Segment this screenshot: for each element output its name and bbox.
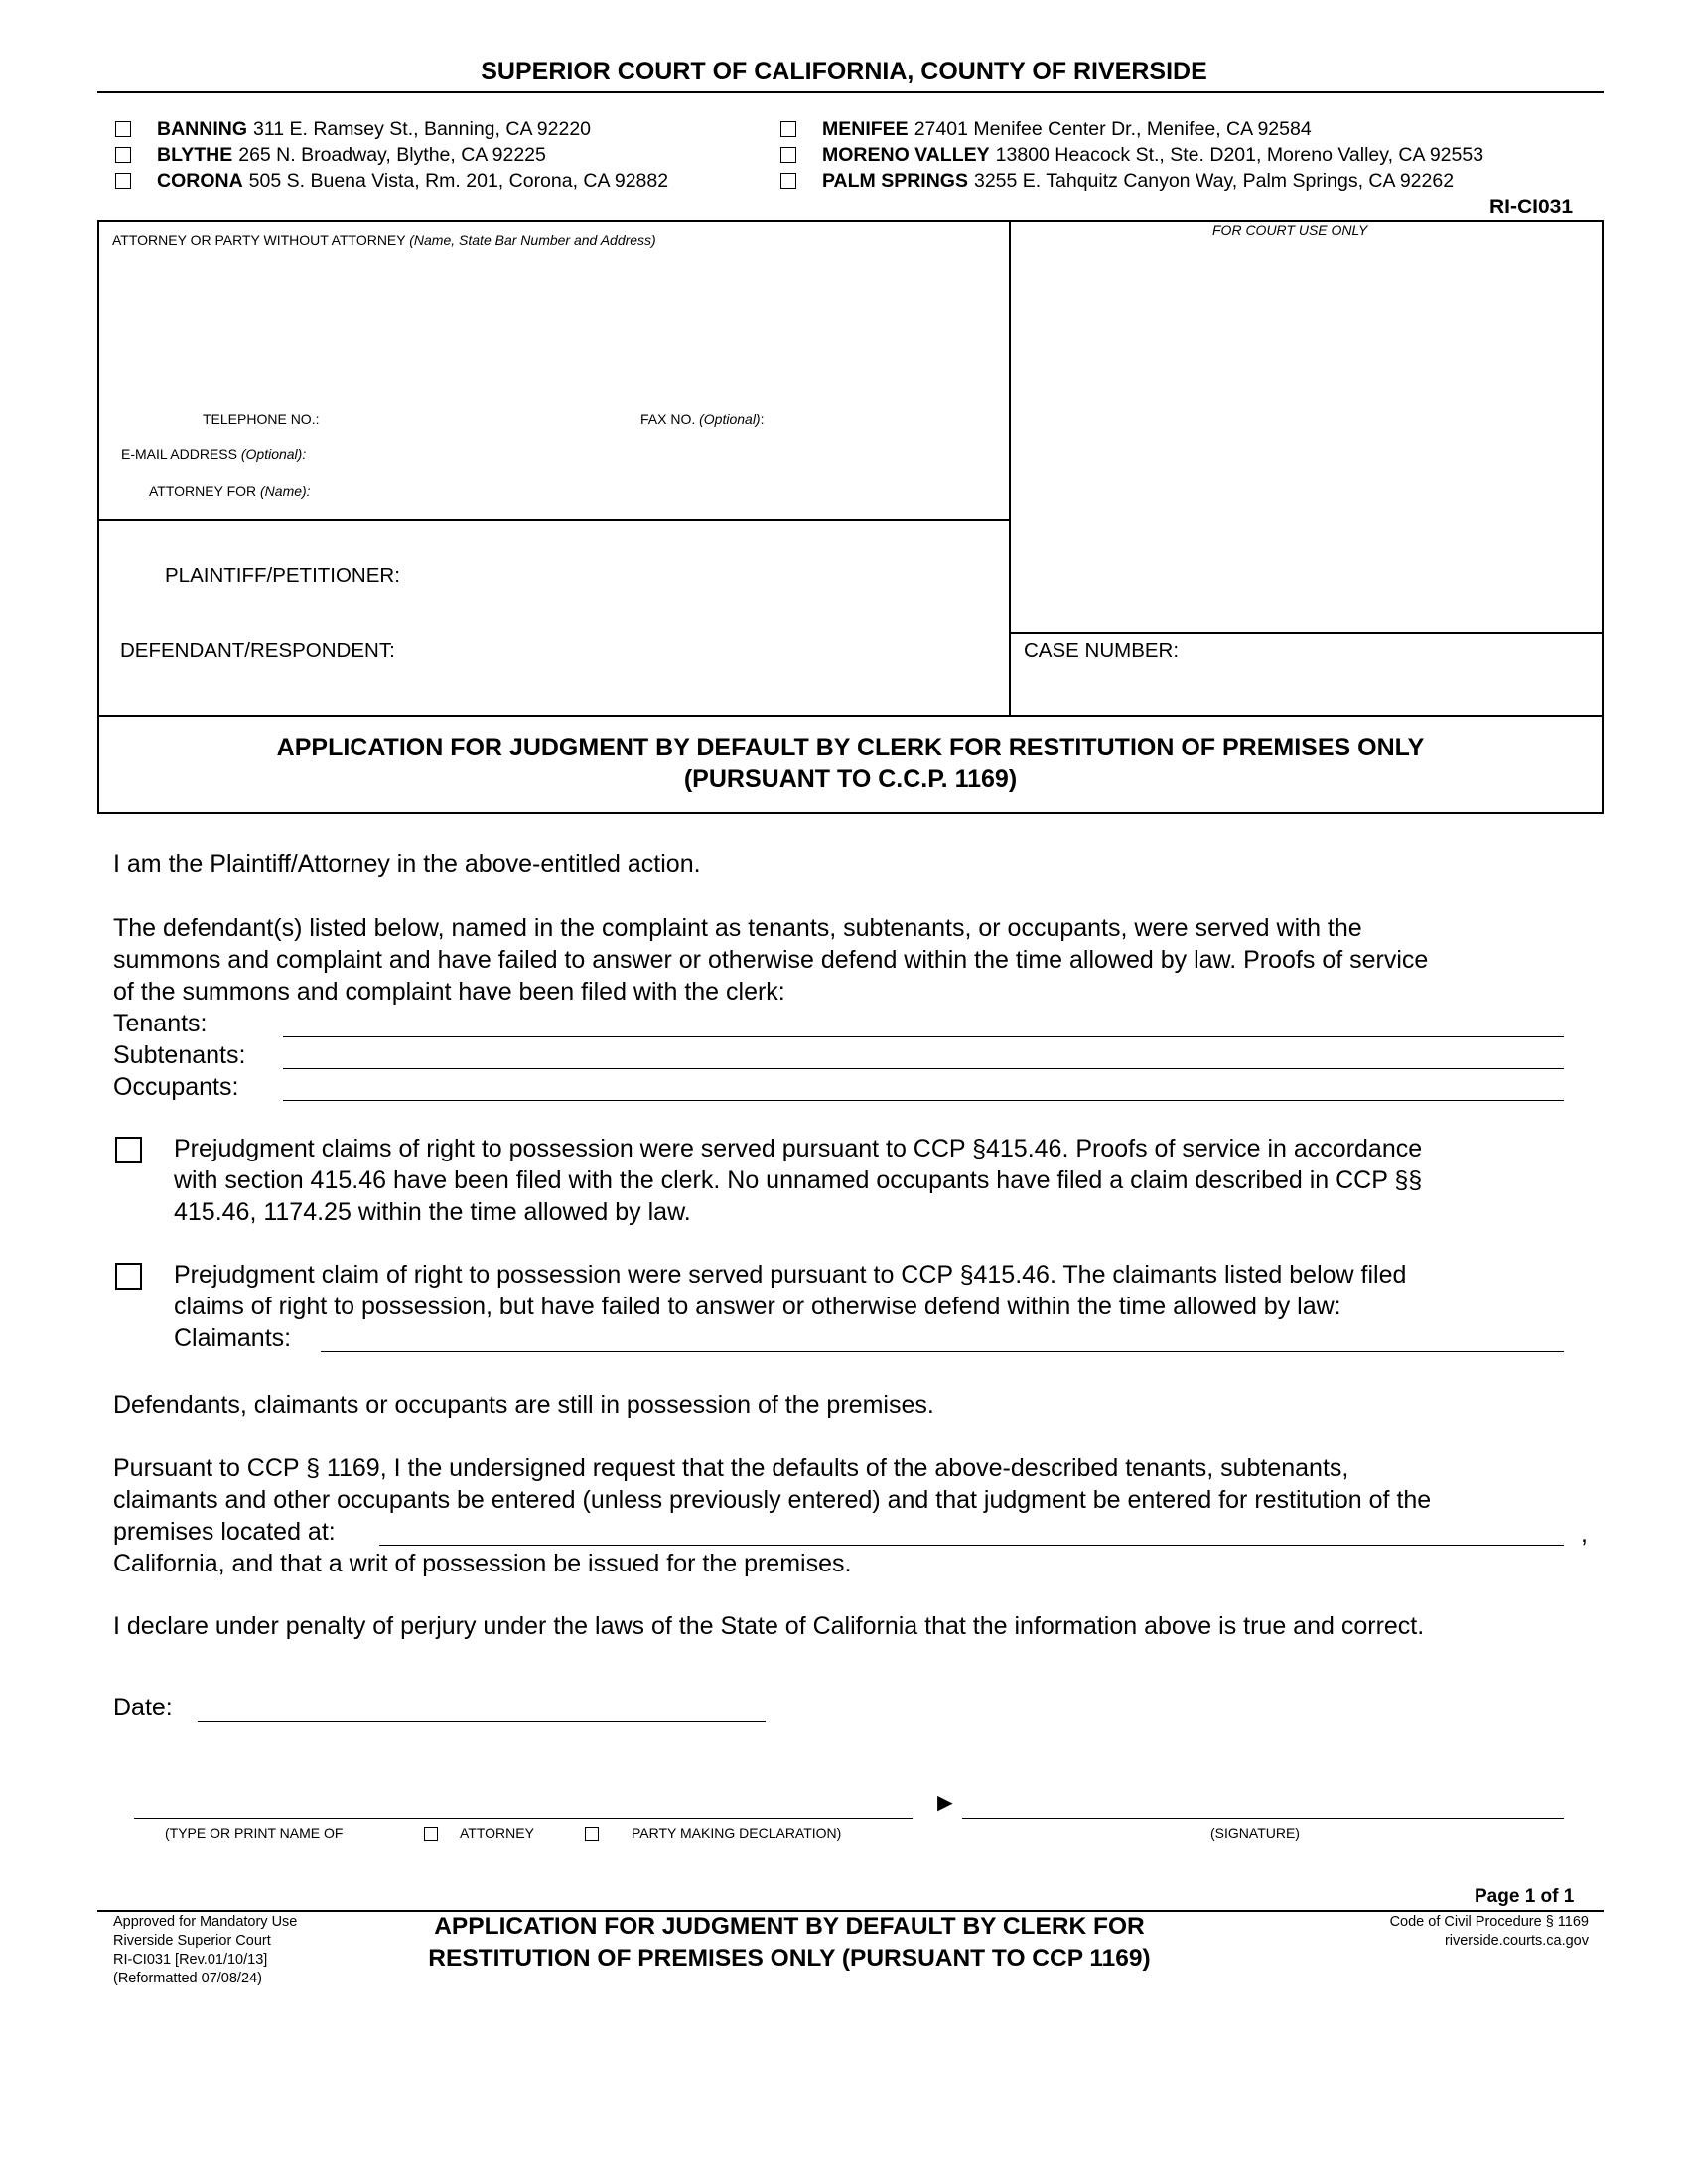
occupants-line[interactable] [283,1100,1564,1101]
arrow-icon: ► [932,1787,958,1817]
premises-line[interactable] [379,1545,1564,1546]
checkbox[interactable] [780,173,796,189]
party-checkbox[interactable] [585,1827,599,1841]
claims-served-text: Prejudgment claims of right to possession were served pursuant to CCP §415.46. Proofs of service in accordance with section 415.46 have been filed with the clerk. No unnamed occupants have filed a claim described in CCP §§ 415.46, 1174.25 within the time allowed by law. [174,1135,1423,1226]
plaintiff-label: PLAINTIFF/PETITIONER: [165,564,400,587]
print-name-caption: (TYPE OR PRINT NAME OF [165,1825,344,1841]
paragraph-served: The defendant(s) listed below, named in the complaint as tenants, subtenants, or occupants, were served with the summons and complaint and have failed to answer or otherwise defend within the time allowed by law. Proofs of service of the summons and complaint have been filed with the clerk: [113,914,1429,1006]
location-name: CORONA [157,169,243,192]
court-title: SUPERIOR COURT OF CALIFORNIA, COUNTY OF RIVERSIDE [481,58,1207,85]
declaration-text: I declare under penalty of perjury under the laws of the State of California that the information above is true and correct. [113,1612,1425,1640]
location-name: MENIFEE [822,117,909,140]
attorney-section-divider [97,519,1011,521]
page-number: Page 1 of 1 [1475,1886,1575,1907]
footer-title: APPLICATION FOR JUDGMENT BY DEFAULT BY CLERK FOR RESTITUTION OF PREMISES ONLY (PURSUANT TO CCP 1169) [428,1913,1151,1972]
location-menifee[interactable] [780,116,1483,142]
court-use-label: FOR COURT USE ONLY [1212,222,1368,238]
subtenants-line[interactable] [283,1068,1564,1069]
footer-left: Approved for Mandatory Use Riverside Superior Court RI-CI031 [Rev.01/10/13] (Reformatted 07/08/24) [113,1914,298,1986]
form-title: APPLICATION FOR JUDGMENT BY DEFAULT BY CLERK FOR RESTITUTION OF PREMISES ONLY (PURSUANT TO C.C.P. 1169) [276,734,1425,793]
location-address: 13800 Heacock St., Ste. D201, Moreno Valley, CA 92553 [995,143,1484,166]
locations-right [780,116,1483,194]
possession-text: Defendants, claimants or occupants are still in possession of the premises. [113,1391,934,1419]
caption-box [97,220,1604,814]
location-name: PALM SPRINGS [822,169,968,192]
signature-caption: (SIGNATURE) [1210,1825,1300,1841]
occupants-label: Occupants: [113,1073,239,1101]
claimants-line[interactable] [321,1351,1564,1352]
attorney-caption: ATTORNEY [460,1825,534,1841]
form-id: RI-CI031 [1489,196,1574,218]
location-address: 265 N. Broadway, Blythe, CA 92225 [238,143,546,166]
case-number-label: CASE NUMBER: [1024,639,1180,662]
location-name: BANNING [157,117,247,140]
location-address: 3255 E. Tahquitz Canyon Way, Palm Springs, CA 92262 [973,169,1455,192]
intro-text: I am the Plaintiff/Attorney in the above-entitled action. [113,850,701,878]
checkbox[interactable] [115,147,131,163]
location-name: MORENO VALLEY [822,143,990,166]
checkbox[interactable] [115,121,131,137]
telephone-label: TELEPHONE NO.: [203,411,320,427]
party-caption: PARTY MAKING DECLARATION) [632,1825,842,1841]
title-divider [97,715,1604,717]
tenants-label: Tenants: [113,1010,208,1037]
location-palm-springs[interactable] [780,168,1483,194]
footer-right: Code of Civil Procedure § 1169 riverside.courts.ca.gov [1389,1914,1589,1949]
claims-served-checkbox[interactable] [115,1137,142,1163]
tenants-line[interactable] [283,1036,1564,1037]
defendant-label: DEFENDANT/RESPONDENT: [120,639,395,662]
checkbox[interactable] [780,121,796,137]
court-use-divider [1009,632,1604,634]
attorney-for-label: ATTORNEY FOR (Name): [149,483,311,499]
date-line[interactable] [198,1721,766,1722]
location-address: 505 S. Buena Vista, Rm. 201, Corona, CA 92882 [248,169,669,192]
attorney-label: ATTORNEY OR PARTY WITHOUT ATTORNEY (Name, State Bar Number and Address) [112,232,656,248]
location-corona[interactable] [115,168,668,194]
pursuant-text: Pursuant to CCP § 1169, I the undersigned request that the defaults of the above-described tenants, subtenants, claimants and other occupants be entered (unless previously entered) and that judgment be entered for restitution of the premises located at: California, and that a writ of possession be issued for the premises. [113,1454,1432,1577]
location-blythe[interactable] [115,142,668,168]
location-address: 311 E. Ramsey St., Banning, CA 92220 [253,117,592,140]
claimants-checkbox[interactable] [115,1263,142,1290]
fax-label: FAX NO. (Optional): [640,411,765,427]
email-label: E-MAIL ADDRESS (Optional): [121,446,307,462]
location-name: BLYTHE [157,143,233,166]
location-address: 27401 Menifee Center Dr., Menifee, CA 92584 [914,117,1312,140]
date-label: Date: [113,1694,173,1721]
location-banning[interactable] [115,116,668,142]
subtenants-label: Subtenants: [113,1041,246,1069]
premises-comma: , [1581,1520,1588,1548]
attorney-checkbox[interactable] [424,1827,438,1841]
print-name-line[interactable] [134,1818,913,1819]
caption-vertical-divider [1009,220,1011,717]
header-rule [97,91,1604,93]
checkbox[interactable] [780,147,796,163]
location-moreno-valley[interactable] [780,142,1483,168]
locations-left [115,116,668,194]
signature-line[interactable] [962,1818,1564,1819]
claimants-text: Prejudgment claim of right to possession were served pursuant to CCP §415.46. The claimants listed below filed claims of right to possession, but have failed to answer or otherwise defend within the time allowed by law: Claimants: [174,1261,1407,1352]
checkbox[interactable] [115,173,131,189]
